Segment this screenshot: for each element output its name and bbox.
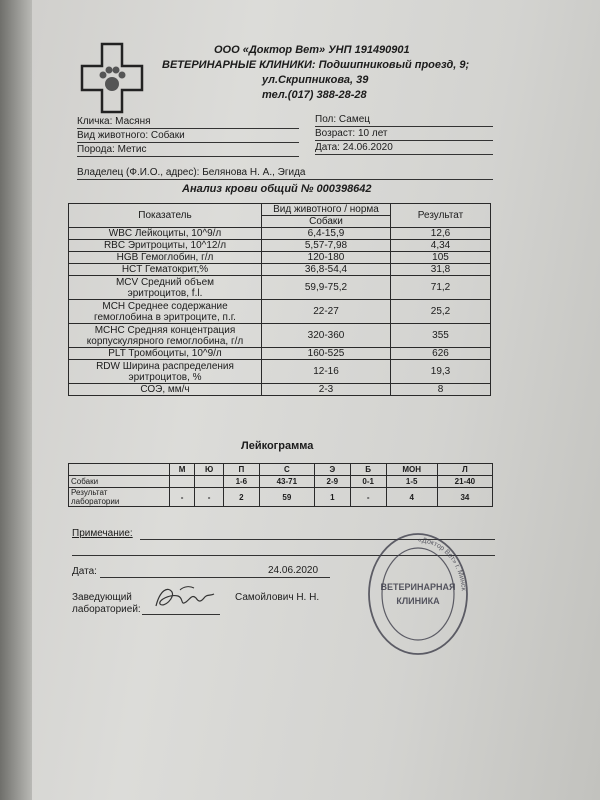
leukogram-col: Ю xyxy=(195,464,224,476)
leukogram-col: М xyxy=(170,464,195,476)
patient-nickname: Кличка: Масяня xyxy=(77,116,151,127)
row-result: 8 xyxy=(391,384,491,396)
leukogram-norm xyxy=(195,476,224,488)
row-norm: 6,4-15,9 xyxy=(262,228,391,240)
row-norm: 36,8-54,4 xyxy=(262,264,391,276)
leukogram-col: Э xyxy=(314,464,350,476)
header-species: Собаки xyxy=(262,216,391,228)
leukogram-col: П xyxy=(223,464,259,476)
result-label-line1: Результат xyxy=(71,488,108,497)
leukogram-col: Б xyxy=(350,464,386,476)
row-name: PLT Тромбоциты, 10^9/л xyxy=(69,348,262,360)
clinics-address: ВЕТЕРИНАРНЫЕ КЛИНИКИ: Подшипниковый проезд, 9; xyxy=(162,59,470,71)
header-norm: Вид животного / норма xyxy=(262,204,391,216)
handwritten-signature-icon xyxy=(150,582,220,614)
leukogram-norm: 1-5 xyxy=(386,476,437,488)
phone: тел.(017) 388-28-28 xyxy=(262,89,367,101)
row-name-line2: эритроцитов, % xyxy=(128,371,202,383)
leukogram-result-row xyxy=(69,488,493,507)
header-indicator: Показатель xyxy=(69,204,262,228)
leukogram-norm: 1-6 xyxy=(223,476,259,488)
row-norm: 160-525 xyxy=(262,348,391,360)
table-row xyxy=(69,264,491,276)
row-name-line2: эритроцитов, f.l. xyxy=(127,287,203,299)
table-row xyxy=(69,384,491,396)
leukogram-col: С xyxy=(259,464,314,476)
street-address: ул.Скрипникова, 39 xyxy=(262,74,369,86)
signature-date: 24.06.2020 xyxy=(268,565,319,576)
leukogram-result: 4 xyxy=(386,488,437,507)
row-norm: 120-180 xyxy=(262,252,391,264)
leukogram-norm-row xyxy=(69,476,493,488)
result-label-line2: лаборатории xyxy=(71,497,120,506)
head-label-2: лабораторией: xyxy=(72,604,141,615)
leukogram-table xyxy=(68,463,493,507)
row-name-line1: MCH Среднее содержание xyxy=(102,300,228,312)
row-result: 626 xyxy=(391,348,491,360)
table-row xyxy=(69,360,491,384)
row-result: 4,34 xyxy=(391,240,491,252)
note-label: Примечание: xyxy=(72,528,133,539)
patient-sex: Пол: Самец xyxy=(315,114,370,125)
row-result: 105 xyxy=(391,252,491,264)
underline xyxy=(77,156,299,157)
table-row xyxy=(69,300,491,324)
leukogram-norm xyxy=(170,476,195,488)
row-result: 25,2 xyxy=(391,300,491,324)
leukogram-result: - xyxy=(170,488,195,507)
owner: Владелец (Ф.И.О., адрес): Белянова Н. А., Эгида xyxy=(77,167,306,178)
leukogram-result: 2 xyxy=(223,488,259,507)
underline xyxy=(315,126,493,127)
table-row xyxy=(69,252,491,264)
blood-analysis-table xyxy=(68,203,491,396)
row-result: 71,2 xyxy=(391,276,491,300)
leukogram-result: - xyxy=(350,488,386,507)
row-result: 12,6 xyxy=(391,228,491,240)
table-row xyxy=(69,228,491,240)
stamp-ring-text: «Доктор Вет» г. Минск xyxy=(417,536,467,591)
leukogram-corner xyxy=(69,464,170,476)
leukogram-col: Л xyxy=(437,464,492,476)
table-row xyxy=(69,240,491,252)
analysis-date: Дата: 24.06.2020 xyxy=(315,142,393,153)
row-name-line1: RDW Ширина распределения xyxy=(96,360,234,372)
row-name-line2: корпускулярного гемоглобина, г/л xyxy=(86,335,244,347)
leukogram-title: Лейкограмма xyxy=(241,440,314,452)
row-norm: 2-3 xyxy=(262,384,391,396)
leukogram-result: 34 xyxy=(437,488,492,507)
date-underline xyxy=(100,577,330,578)
clinic-stamp-icon xyxy=(366,528,470,658)
row-name-line1: MCHC Средняя концентрация xyxy=(94,324,236,336)
signature-underline xyxy=(142,614,220,615)
leukogram-norm: 2-9 xyxy=(314,476,350,488)
date-label: Дата: xyxy=(72,566,97,577)
head-label-1: Заведующий xyxy=(72,592,132,603)
row-norm: 12-16 xyxy=(262,360,391,384)
table-row xyxy=(69,324,491,348)
patient-breed: Порода: Метис xyxy=(77,144,147,155)
header-result: Результат xyxy=(391,204,491,228)
row-name xyxy=(69,300,262,324)
underline xyxy=(315,154,493,155)
leukogram-norm: 0-1 xyxy=(350,476,386,488)
row-result: 355 xyxy=(391,324,491,348)
table-row xyxy=(69,348,491,360)
leukogram-result-label xyxy=(69,488,170,507)
leukogram-col: МОН xyxy=(386,464,437,476)
row-name-line2: гемоглобина в эритроците, п.г. xyxy=(94,311,236,323)
stamp-line2: КЛИНИКА xyxy=(396,596,440,606)
row-result: 31,8 xyxy=(391,264,491,276)
leukogram-header-row xyxy=(69,464,493,476)
page-shadow xyxy=(0,0,32,800)
row-name xyxy=(69,276,262,300)
patient-age: Возраст: 10 лет xyxy=(315,128,388,139)
leukogram-result: 1 xyxy=(314,488,350,507)
patient-species: Вид животного: Собаки xyxy=(77,130,185,141)
row-name: СОЭ, мм/ч xyxy=(69,384,262,396)
head-name: Самойлович Н. Н. xyxy=(235,592,320,603)
table-row xyxy=(69,276,491,300)
row-name: WBC Лейкоциты, 10^9/л xyxy=(69,228,262,240)
leukogram-norm-label: Собаки xyxy=(69,476,170,488)
underline xyxy=(315,140,493,141)
row-name: RBC Эритроциты, 10^12/л xyxy=(69,240,262,252)
row-name-line1: MCV Средний объем xyxy=(115,276,215,288)
underline xyxy=(77,128,299,129)
leukogram-norm: 43-71 xyxy=(259,476,314,488)
underline xyxy=(77,142,299,143)
row-norm: 320-360 xyxy=(262,324,391,348)
stamp-line1: ВЕТЕРИНАРНАЯ xyxy=(380,582,456,592)
row-name: HGB Гемоглобин, г/л xyxy=(69,252,262,264)
org-name: ООО «Доктор Вет» УНП 191490901 xyxy=(214,44,410,56)
analysis-title: Анализ крови общий № 000398642 xyxy=(182,183,372,195)
row-name xyxy=(69,360,262,384)
row-name: HCT Гематокрит,% xyxy=(69,264,262,276)
leukogram-result: 59 xyxy=(259,488,314,507)
row-name xyxy=(69,324,262,348)
leukogram-norm: 21-40 xyxy=(437,476,492,488)
leukogram-result: - xyxy=(195,488,224,507)
row-norm: 5,57-7,98 xyxy=(262,240,391,252)
underline xyxy=(77,179,493,180)
row-result: 19,3 xyxy=(391,360,491,384)
row-norm: 59,9-75,2 xyxy=(262,276,391,300)
clinic-logo-cross-icon xyxy=(80,42,144,114)
row-norm: 22-27 xyxy=(262,300,391,324)
